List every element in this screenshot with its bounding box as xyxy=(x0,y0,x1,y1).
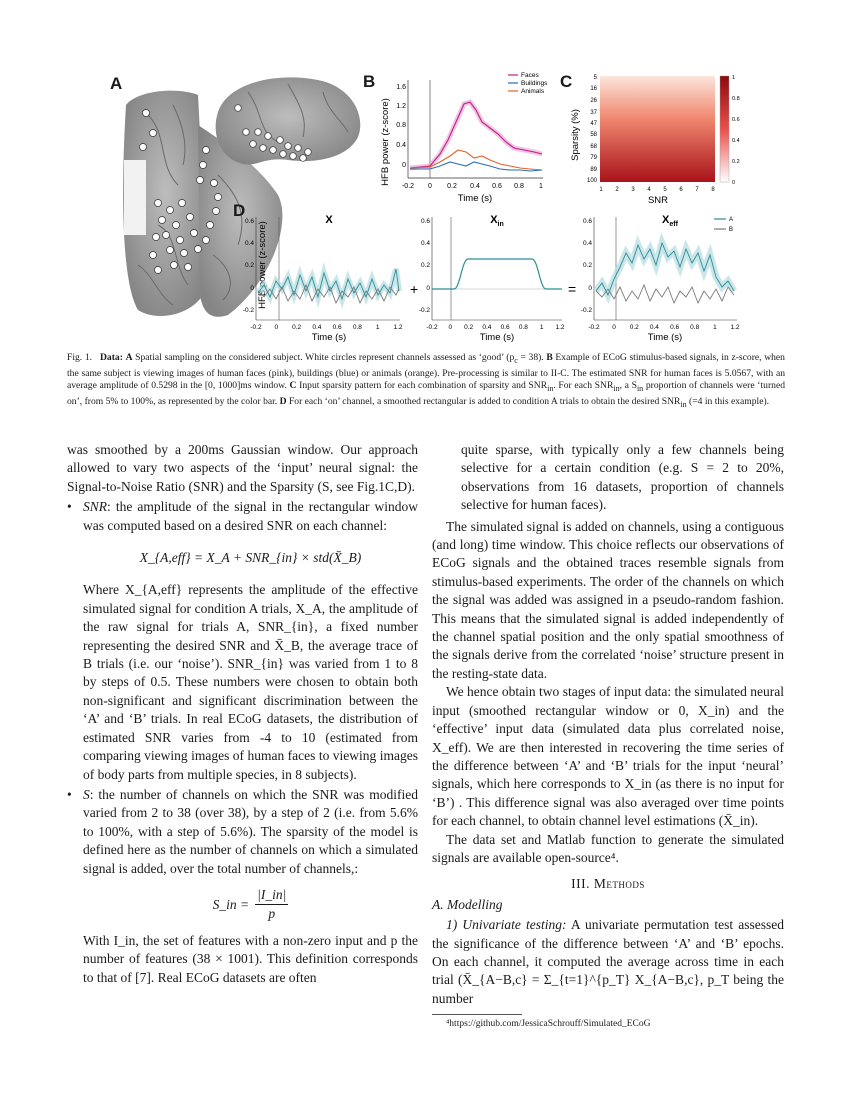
svg-text:Xeff xyxy=(662,214,679,228)
panel-d-xticks xyxy=(250,324,739,331)
panel-d-ytick: 0.4 xyxy=(582,240,592,247)
caption-label: Fig. 1. xyxy=(67,352,93,363)
caption-a-label: A xyxy=(125,352,133,363)
panel-b-chart xyxy=(378,70,553,210)
caption-c-text: proportion of channels were ‘turned on’, from 5% to 100%, as represented by the color bar. xyxy=(67,380,785,407)
panel-c-ytick: 79 xyxy=(590,155,597,161)
panel-d-xtick: -0.2 xyxy=(588,324,600,331)
equation-2-numerator: |I_in| xyxy=(255,886,288,905)
equation-1: X_{A,eff} = X_A + SNR_{in} × std(X̄_B) xyxy=(139,550,362,566)
panel-b-xlabel: Time (s) xyxy=(457,193,493,204)
panel-b-legend-faces: Faces xyxy=(521,72,539,79)
panel-d-xtick: 0.6 xyxy=(670,324,680,331)
panel-d-xtick: 0 xyxy=(448,324,453,331)
univariate-label: 1) Univariate testing: xyxy=(446,917,567,933)
panel-d-equals: = xyxy=(568,281,577,297)
panel-c-xtick: 8 xyxy=(711,187,715,193)
panel-d-xtick: 0.2 xyxy=(464,324,474,331)
panel-c-ytick: 68 xyxy=(590,144,597,150)
right-column xyxy=(432,441,784,1034)
panel-c-ytick: 26 xyxy=(590,98,597,104)
panel-c-xtick: 1 xyxy=(599,187,603,193)
panel-d-xin-trace xyxy=(432,259,562,289)
panel-d-xtick: 1.2 xyxy=(555,324,565,331)
panel-d-xtick: 0.4 xyxy=(482,324,492,331)
panel-d-xtick: 0.6 xyxy=(332,324,342,331)
bullet-dot: • xyxy=(67,499,72,515)
brain-cut-region xyxy=(124,160,146,235)
panel-d-subplot-xin xyxy=(419,214,562,320)
panel-b-xtick: -0.2 xyxy=(401,183,415,190)
panel-d-xtick: 0 xyxy=(612,324,616,331)
panel-b-ytick: 0 xyxy=(402,162,406,169)
caption-d-text: For each ‘on’ channel, a smoothed rectangular is added to condition A trials to obtain the desired SNR xyxy=(286,395,681,407)
panel-c-cbar-tick: 0.2 xyxy=(732,159,740,165)
panel-b-xtick: 0.6 xyxy=(492,183,502,190)
panel-d-xtick: -0.2 xyxy=(250,324,262,331)
panel-d-title-x: X xyxy=(325,214,333,226)
panel-d-title-xeff: X xyxy=(662,214,670,226)
panel-c-ytick: 100 xyxy=(586,178,597,184)
left-paragraph-1: was smoothed by a 200ms Gaussian window. Our approach allowed to vary two aspects of the ‘input’ neural signal: the Signal-to-Noise Ratio (SNR) and the Sparsity (S, see Fig.1C,D). xyxy=(67,442,418,494)
panel-d-title-xin-sub: in xyxy=(497,221,504,228)
panel-d-xtick: 1 xyxy=(539,324,544,331)
panel-d-ytick: 0.4 xyxy=(420,240,430,247)
section-heading: III. Methods xyxy=(571,876,645,892)
panel-c-ytick: 47 xyxy=(590,121,597,127)
caption-c-sub: in xyxy=(547,384,554,393)
panel-c-ytick: 37 xyxy=(590,110,597,116)
caption-c-text: . For each SNR xyxy=(553,380,614,392)
panel-d-ytick: 0.2 xyxy=(244,262,254,269)
panel-c-cbar-tick: 0.4 xyxy=(732,138,740,144)
panel-d-xtick: 0.2 xyxy=(629,324,639,331)
panel-d-xtick: 1 xyxy=(375,324,380,331)
panel-d-ytick: 0 xyxy=(250,285,254,292)
right-paragraph-3: We hence obtain two stages of input data: the simulated neural input (smoothed rectangular window or 0, X_in) and the ‘effective’ input data (simulated data plus correlated noise, X_eff). We are then interested in recovering the time series of the difference between ‘A’ and ‘B’ trials for the input ‘neural’ signals, which here corresponds to X_in (as there is no input for ‘B’) . This difference signal was also averaged over time points for each channel, to obtain channel level estimations (X̄_in). xyxy=(432,684,784,829)
panel-c-xtick: 3 xyxy=(631,187,635,193)
panel-d-xlabel: Time (s) xyxy=(647,332,683,343)
panel-d-xtick: -0.2 xyxy=(426,324,438,331)
caption-c-sub: in xyxy=(636,384,644,393)
panel-d-ylabel: HFB power (z-score) xyxy=(257,221,268,309)
panel-d-ytick: 0.2 xyxy=(582,262,592,269)
bullet-sparsity xyxy=(67,786,418,987)
panel-d-ytick: 0 xyxy=(588,285,592,292)
panel-d-xtick: 0.6 xyxy=(500,324,510,331)
panel-c-xtick: 5 xyxy=(663,187,667,193)
footnote: ⁴https://github.com/JessicaSchrouff/Simulated_ECoG xyxy=(446,1019,651,1030)
panel-d-xtick: 0.2 xyxy=(292,324,302,331)
panel-d-ytick: 0.6 xyxy=(244,218,254,225)
panel-b-legend-animals: Animals xyxy=(521,88,545,95)
panel-d-xtick: 0.4 xyxy=(649,324,659,331)
panel-c-cbar-tick: 0.8 xyxy=(732,96,740,102)
caption-b-text: Example of ECoG stimulus-based signals, in z-score, when the same subject is viewing images of human faces (pink), buildings (blue) or animals (orange). Pre-processing is similar to II-C. The estimated SNR for human faces is 5.0567, with an average amplitude of 0.5298 in the [0, 1000]ms window. xyxy=(67,352,785,392)
panel-d-subplot-xeff xyxy=(581,214,737,320)
panel-c-ylabel: Sparsity (%) xyxy=(570,109,581,161)
panel-b-xtick: 1 xyxy=(539,183,543,190)
s-explanation: With I_in, the set of features with a non-zero input and p the number of features (38 × 1001). This definition corresponds to that of [7]. Real ECoG datasets are often xyxy=(83,932,418,985)
equation-2-lhs: S_in = xyxy=(212,896,250,912)
right-continued-paragraph: quite sparse, with typically only a few channels being selective for a certain condition (e.g. S = 2 to 20%, observations from 16 datasets, proportion of channels selective for human faces). xyxy=(461,442,784,513)
panel-b-ytick: 0.8 xyxy=(396,122,406,129)
panel-b-xtick: 0.4 xyxy=(470,183,480,190)
caption-a-sub: c xyxy=(514,355,518,365)
panel-d-label: D xyxy=(233,201,246,220)
figure-caption xyxy=(67,352,785,411)
panel-c-cbar-tick: 1 xyxy=(732,75,736,81)
panel-c-ytick: 89 xyxy=(590,167,597,173)
subsection-heading: A. Modelling xyxy=(432,896,503,912)
panel-d-ytick: -0.2 xyxy=(580,307,592,314)
bullet-s-label: S xyxy=(83,786,90,802)
snr-explanation: Where X_{A,eff} represents the amplitude of the effective simulated signal for condition A trials, X_A, the amplitude of the raw signal for trials A, SNR_{in}, a fixed number representing the desired SNR and X̄_B, the average trace of B trials (i.e. our ‘noise’). SNR_{in} was varied from 1 to 8 by steps of 0.5. These numbers were chosen to obtain both non-significant and significant discrimination between the ‘A’ and ‘B’ trials. In real ECoG datasets, the distribution of estimated SNR varies from -4 to 10 (estimated from comparing viewing images of human faces to viewing images of body parts from multiple species, in 8 subjects). xyxy=(83,582,418,782)
caption-d-label: D xyxy=(279,395,287,407)
caption-c-text: , a S xyxy=(619,380,637,392)
panel-b-legend-buildings: Buildings xyxy=(521,80,548,87)
panel-c-xtick: 6 xyxy=(679,187,683,193)
panel-c-xtick: 7 xyxy=(695,187,699,193)
panel-d-legend xyxy=(714,217,733,233)
panel-b-ytick: 0.4 xyxy=(396,142,406,149)
panel-d-legend-a: A xyxy=(729,217,734,223)
panel-c-colorbar xyxy=(720,76,729,182)
caption-data-label: Data: xyxy=(100,352,123,363)
caption-d-end: (=4 in this example). xyxy=(686,395,770,407)
panel-d-xtick: 0.8 xyxy=(690,324,700,331)
panel-c-cbar-tick: 0.6 xyxy=(732,117,740,123)
panel-d-xtick: 0.4 xyxy=(312,324,322,331)
caption-d-sub: in xyxy=(680,399,687,409)
panel-b-xtick: 0 xyxy=(428,183,432,190)
panel-d-xtick: 0.8 xyxy=(352,324,362,331)
panel-b-ylabel: HFB power (z-score) xyxy=(380,98,391,186)
panel-d-xlabel: Time (s) xyxy=(311,332,347,343)
panel-d-ytick: 0.6 xyxy=(582,218,592,225)
panel-d-xtick: 1 xyxy=(713,324,717,331)
panel-d-ytick: -0.2 xyxy=(242,307,254,314)
panel-c-label: C xyxy=(560,72,573,91)
caption-c-label: C xyxy=(289,380,297,392)
panel-c-cbar-tick: 0 xyxy=(732,180,736,186)
panel-c-xtick: 2 xyxy=(615,187,619,193)
panel-c-ytick: 58 xyxy=(590,132,597,138)
panel-d-ytick: 0 xyxy=(426,285,430,292)
bullet-snr-label: SNR xyxy=(83,499,108,515)
panel-d-title-xin: X xyxy=(490,214,498,226)
bullet-snr-text: : the amplitude of the signal in the rectangular window was computed based on a desired SNR on each channel: xyxy=(83,499,418,533)
caption-a-text: Spatial sampling on the considered subject. White circles represent channels assessed as ‘good’ (p xyxy=(132,352,515,363)
right-paragraph-5: A univariate permutation test assessed the significance of the difference between ‘A’ and ‘B’ epochs. On each channel, it computed the average across time in each trial (X̄_{A−B,c} = Σ_{t=1}^{p_T} X_{A−B,c}, p_T being the number xyxy=(432,917,785,1006)
panel-d-ytick: 0.6 xyxy=(420,218,430,225)
right-paragraph-4: The data set and Matlab function to generate the simulated signals are available open-source⁴. xyxy=(432,831,784,865)
bullet-s-text: : the number of channels on which the SNR was modified varied from 2 to 38 (over 38), by a step of 2 (i.e. from 5.6% to 100%, with a step of 5.6%). The sparsity of the model is defined here as the number of channels on which a simulated signal is added, over the total number of channels,: xyxy=(83,786,418,876)
panel-d-legend-b: B xyxy=(729,227,734,233)
panel-a-label: A xyxy=(110,74,123,93)
bullet-dot: • xyxy=(67,786,72,802)
svg-text:Xin xyxy=(490,214,504,228)
caption-c-text: Input sparsity pattern for each combination of sparsity and SNR xyxy=(296,380,548,392)
caption-c-sub: in xyxy=(613,384,620,393)
panel-d-ytick: 0.4 xyxy=(244,240,254,247)
panel-b-legend xyxy=(508,72,548,95)
panel-c-heatmap xyxy=(568,70,748,210)
panel-d-ytick: -0.2 xyxy=(418,307,430,314)
panel-d-xtick: 1.2 xyxy=(393,324,403,331)
panel-c-xlabel: SNR xyxy=(647,195,669,206)
panel-b-xtick: 0.2 xyxy=(447,183,457,190)
panel-c-ytick: 16 xyxy=(590,86,597,92)
panel-d-xtick: 0.8 xyxy=(518,324,528,331)
panel-c-xtick: 4 xyxy=(647,187,651,193)
panel-a-lateral-brain xyxy=(208,72,368,172)
equation-2-denominator: p xyxy=(268,906,276,922)
panel-c-heatmap-area xyxy=(600,76,715,182)
right-paragraph-2: The simulated signal is added on channels, using a contiguous (and long) time window. This choice reflects our observations of ECoG signals and the obtained traces resemble signals from stimulus-based experiments. The order of the channels on which the signal was added was assigned in a pseudo-random fashion. This means that the simulated signal is added independently of the channel spatial position and the only spatial smoothness of the signals derive from the correlated ‘noise’ structure present in the resting-state data. xyxy=(432,518,784,681)
panel-d-xeff-trace-b xyxy=(596,285,734,303)
caption-a-end: = 38). xyxy=(517,352,547,363)
panel-c-ytick: 5 xyxy=(593,75,597,81)
panel-d-xlabel: Time (s) xyxy=(479,332,515,343)
panel-b-ytick: 1.6 xyxy=(396,84,406,91)
panel-b-ytick: 1.2 xyxy=(396,103,406,110)
panel-d-title-xeff-sub: eff xyxy=(669,221,678,228)
bullet-snr xyxy=(67,498,418,784)
panel-d-chart xyxy=(232,205,752,345)
panel-d-ytick: 0.2 xyxy=(420,262,430,269)
panel-d-plus: + xyxy=(410,281,419,297)
panel-b-label: B xyxy=(363,72,376,91)
panel-d-xtick: 0 xyxy=(274,324,279,331)
equation-2 xyxy=(83,886,418,924)
panel-b-xtick: 0.8 xyxy=(514,183,524,190)
caption-b-label: B xyxy=(546,352,553,363)
panel-d-xtick: 1.2 xyxy=(730,324,740,331)
left-column xyxy=(67,441,418,987)
